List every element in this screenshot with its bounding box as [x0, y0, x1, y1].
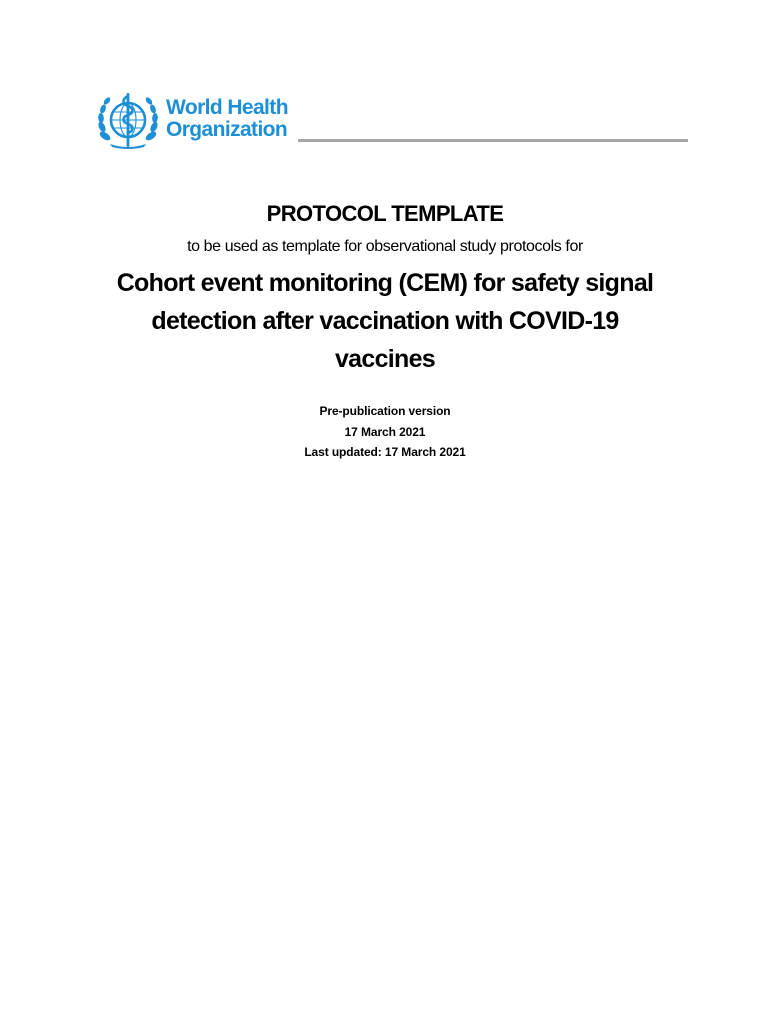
who-emblem-icon	[96, 90, 160, 150]
organization-name-line2: Organization	[166, 118, 288, 141]
document-heading-line: Cohort event monitoring (CEM) for safety signal	[116, 269, 654, 297]
version-label: Pre-publication version	[319, 404, 451, 418]
document-subtitle: to be used as template for observational study protocols for	[187, 238, 583, 255]
document-heading	[60, 264, 710, 378]
organization-name	[166, 97, 288, 141]
publication-date: 17 March 2021	[344, 424, 426, 439]
document-heading-line: vaccines	[334, 345, 436, 373]
header	[96, 88, 688, 152]
document-meta	[60, 401, 710, 463]
organization-name-line1: World Health	[166, 96, 288, 119]
last-updated-label: Last updated: 17 March 2021	[304, 445, 466, 459]
header-rule	[298, 139, 688, 142]
document-heading-line: detection after vaccination with COVID-19	[151, 307, 619, 335]
document-title: PROTOCOL TEMPLATE	[266, 201, 504, 226]
